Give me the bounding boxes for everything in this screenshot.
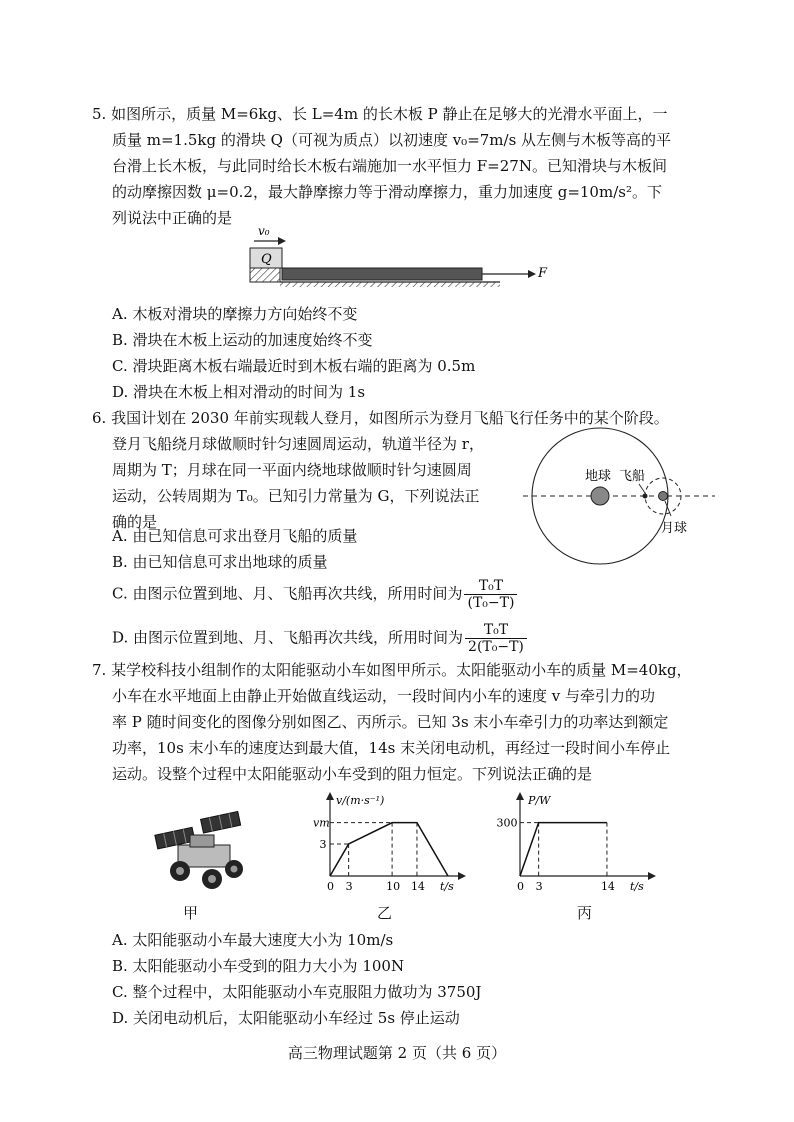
q5-line-3: 台滑上长木板，与此同时给长木板右端施加一水平恒力 F=27N。已知滑块与木板间 — [112, 157, 667, 175]
ship — [643, 494, 648, 499]
q7-option-b[interactable]: B. 太阳能驱动小车受到的阻力大小为 100N — [112, 957, 405, 975]
q6-option-d-text: D. 由图示位置到地、月、飞船再次共线，所用时间为 — [112, 628, 464, 647]
v0-arrowhead — [278, 237, 286, 245]
pt-ytick-0: 300 — [496, 816, 518, 830]
vt-xtick-3: 14 — [410, 880, 425, 893]
q6-line-2: 登月飞船绕月球做顺时针匀速圆周运动，轨道半径为 r， — [112, 435, 484, 453]
moon — [659, 492, 668, 501]
q7-line-5: 运动。设整个过程中太阳能驱动小车受到的阻力恒定。下列说法正确的是 — [112, 765, 593, 783]
page-footer: 高三物理试题第 2 页（共 6 页） — [287, 1044, 507, 1062]
vt-ytick-1: vm — [313, 816, 330, 830]
q6-option-c[interactable] — [112, 578, 517, 611]
vt-xtick-1: 3 — [345, 880, 353, 893]
vt-ytick-0: 3 — [319, 838, 327, 851]
pt-xtick-2: 14 — [600, 880, 615, 893]
pt-marks — [497, 817, 615, 893]
q7-option-d[interactable]: D. 关闭电动机后，太阳能驱动小车经过 5s 停止运动 — [112, 1009, 460, 1027]
vt-xtick-2: 10 — [386, 880, 401, 893]
q5-board-figure — [230, 222, 560, 292]
vt-series-line — [330, 823, 448, 876]
v0-label: v₀ — [258, 224, 270, 238]
q6-line-4: 运动，公转周期为 T₀。已知引力常量为 G，下列说法正 — [112, 487, 480, 505]
q6-option-b[interactable]: B. 由已知信息可求出地球的质量 — [112, 553, 328, 571]
fig-bing-label: 丙 — [577, 904, 593, 922]
ship-pointer — [639, 484, 645, 493]
pt-xlabel: t/s — [630, 880, 644, 893]
power-time-chart — [490, 790, 660, 898]
q5-line-5: 列说法中正确的是 — [112, 209, 233, 227]
q7-line-2: 小车在水平地面上由静止开始做直线运动，一段时间内小车的速度 v 与牵引力的功 — [112, 687, 656, 705]
q7-line-4: 功率，10s 末小车的速度达到最大值，14s 末关闭电动机，再经过一段时间小车停止 — [112, 739, 671, 757]
q6-option-d-numerator: T₀T — [465, 622, 527, 639]
q6-option-c-numerator: T₀T — [464, 578, 517, 595]
q6-option-c-text: C. 由图示位置到地、月、飞船再次共线，所用时间为 — [112, 584, 463, 603]
q6-option-a[interactable]: A. 由已知信息可求出登月飞船的质量 — [112, 527, 358, 545]
vt-xlabel: t/s — [440, 880, 454, 893]
ship-label: 飞船 — [619, 469, 646, 484]
fig-jia-label: 甲 — [183, 904, 199, 922]
pt-ylabel: P/W — [528, 794, 551, 807]
q5-option-d[interactable]: D. 滑块在木板上相对滑动的时间为 1s — [112, 383, 366, 401]
force-arrowhead — [528, 270, 536, 278]
q7-option-a[interactable]: A. 太阳能驱动小车最大速度大小为 10m/s — [112, 931, 394, 949]
force-label: F — [538, 266, 548, 281]
q5-option-a[interactable]: A. 木板对滑块的摩擦力方向始终不变 — [112, 305, 358, 323]
q7-line-3: 率 P 随时间变化的图像分别如图乙、丙所示。已知 3s 末小车牵引力的功率达到额定 — [112, 713, 669, 731]
pt-xtick-0: 0 — [517, 880, 524, 893]
q5-option-b[interactable]: B. 滑块在木板上运动的加速度始终不变 — [112, 331, 373, 349]
board-p — [282, 268, 482, 280]
q5-line-2: 质量 m=1.5kg 的滑块 Q（可视为质点）以初速度 v₀=7m/s 从左侧与木板等高的平 — [112, 131, 672, 149]
block-q-label: Q — [261, 252, 272, 267]
platform — [250, 268, 280, 282]
earth-label: 地球 — [585, 469, 612, 484]
pt-series-line — [520, 823, 607, 876]
earth — [591, 487, 609, 505]
q7-line-1: 7. 某学校科技小组制作的太阳能驱动小车如图甲所示。太阳能驱动小车的质量 M=40kg， — [92, 661, 692, 679]
q6-option-d-fraction — [465, 622, 527, 655]
q6-line-5: 确的是 — [112, 513, 158, 531]
ground-hatch — [280, 282, 500, 287]
q6-line-3: 周期为 T；月球在同一平面内绕地球做顺时针匀速圆周 — [112, 461, 472, 479]
q6-line-1: 6. 我国计划在 2030 年前实现载人登月，如图所示为登月飞船飞行任务中的某个阶段。 — [92, 409, 669, 427]
fig-yi-label: 乙 — [377, 904, 393, 922]
q6-option-d[interactable] — [112, 622, 527, 655]
pt-xtick-1: 3 — [535, 880, 543, 893]
q6-option-d-denominator: 2(T₀−T) — [468, 639, 524, 655]
q7-option-c[interactable]: C. 整个过程中，太阳能驱动小车克服阻力做功为 3750J — [112, 983, 482, 1001]
q5-line-1: 5. 如图所示，质量 M=6kg、长 L=4m 的长木板 P 静止在足够大的光滑水平面上，一 — [92, 105, 668, 123]
vt-marks — [313, 817, 448, 893]
q5-option-c[interactable]: C. 滑块距离木板右端最近时到木板右端的距离为 0.5m — [112, 357, 476, 375]
q6-option-c-denominator: (T₀−T) — [467, 595, 515, 611]
q6-option-c-fraction — [464, 578, 517, 611]
vt-ylabel: v/(m·s⁻¹) — [336, 794, 385, 807]
q5-line-4: 的动摩擦因数 μ=0.2，最大静摩擦力等于滑动摩擦力，重力加速度 g=10m/s²。下 — [112, 183, 662, 201]
vt-xtick-0: 0 — [327, 880, 334, 893]
velocity-time-chart — [300, 790, 470, 898]
solar-car-picture — [150, 805, 260, 900]
moon-label: 月球 — [661, 521, 688, 536]
q6-orbit-figure — [515, 426, 720, 581]
